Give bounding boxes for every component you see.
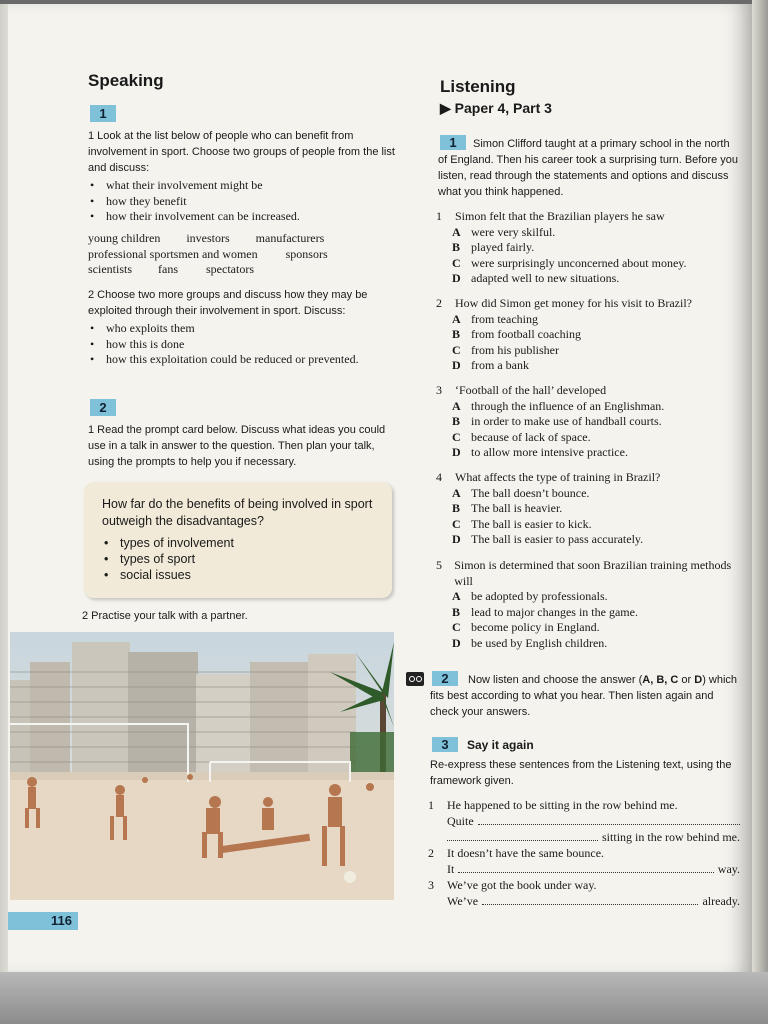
option-letter: D	[452, 635, 461, 650]
bullet-item: • social issues	[102, 567, 372, 583]
card-question: How far do the benefits of being involved in sport outweigh the disadvantages?	[102, 497, 373, 528]
bullet-item: • how they benefit	[88, 194, 398, 210]
answer-option[interactable]	[436, 343, 740, 359]
option-text: from his publisher	[471, 342, 559, 357]
listening-task-number-1: 1	[440, 135, 466, 150]
page-number: 116	[8, 912, 78, 930]
answer-blank[interactable]	[482, 893, 698, 905]
option-letter: B	[452, 327, 461, 341]
rephrase-number: 1	[428, 798, 434, 812]
rephrase-number: 2	[428, 846, 434, 860]
word: young children	[88, 231, 161, 245]
speaking-task1-part2: 2 Choose two more groups and discuss how they may be exploited through their involvement in sport. Discuss:	[88, 289, 368, 317]
bullet-item: • who exploits them	[88, 321, 388, 337]
answer-option[interactable]	[436, 501, 740, 517]
answer-option[interactable]	[436, 240, 740, 256]
option-letter: C	[452, 429, 461, 444]
answer-option[interactable]	[436, 636, 740, 652]
speaking-task1-intro: 1 Look at the list below of people who can benefit from involvement in sport. Choose two groups of people from the list and discuss:	[88, 130, 395, 174]
listening-task-number-2: 2	[432, 671, 458, 686]
option-letter: D	[452, 445, 461, 459]
question-number: 1	[436, 209, 442, 223]
option-letter: C	[452, 516, 461, 531]
prompt-card	[84, 482, 392, 598]
next-page-edge	[752, 0, 768, 980]
answer-option[interactable]	[436, 271, 740, 287]
option-text: because of lack of space.	[471, 429, 591, 444]
rephrase-item	[428, 877, 740, 909]
answer-option[interactable]	[436, 445, 740, 461]
option-text: The ball is easier to kick.	[471, 516, 592, 531]
option-text: through the influence of an Englishman.	[471, 398, 665, 413]
rephrase-sentence: He happened to be sitting in the row behind me.	[447, 798, 678, 812]
question-item	[436, 209, 740, 287]
answer-option[interactable]	[436, 532, 740, 548]
question-number: 5	[436, 558, 442, 572]
answer-option[interactable]	[436, 358, 740, 374]
card-bullets	[102, 535, 372, 583]
people-word-list	[88, 231, 398, 278]
option-text: to allow more intensive practice.	[471, 445, 628, 459]
listening-task2-text	[430, 672, 740, 720]
speaking-task2-part2: 2 Practise your talk with a partner.	[82, 610, 248, 622]
rephrase-end: sitting in the row behind me.	[602, 830, 740, 844]
option-letter: C	[452, 620, 461, 634]
speaking-task2-intro: 1 Read the prompt card below. Discuss what ideas you could use in a talk in answer to the question. Then plan your talk, using the prompts to help you if necessary.	[88, 424, 386, 468]
rephrase-end: way.	[717, 862, 740, 876]
word-row	[88, 231, 398, 247]
bullet-item: • how this exploitation could be reduced or prevented.	[88, 352, 388, 368]
rephrase-list	[428, 797, 740, 909]
rephrase-sentence: It doesn’t have the same bounce.	[447, 846, 605, 860]
option-text: adapted well to new situations.	[471, 271, 620, 285]
option-letter: D	[452, 532, 461, 546]
rephrase-end: already.	[702, 894, 740, 908]
question-number: 4	[436, 470, 442, 484]
speaking-task1-bullets2	[88, 321, 388, 368]
option-text: from a bank	[471, 358, 529, 372]
option-letter: C	[452, 255, 461, 270]
rephrase-start: It	[447, 862, 455, 876]
task-number-2: 2	[90, 399, 116, 416]
option-letter: D	[452, 358, 461, 372]
rephrase-number: 3	[428, 878, 434, 892]
option-text: be adopted by professionals.	[471, 589, 608, 603]
rephrase-item	[428, 845, 740, 877]
rephrase-start: We’ve	[447, 894, 479, 908]
answer-option[interactable]	[436, 620, 740, 636]
option-text: in order to make use of handball courts.	[471, 414, 662, 428]
bullet-item: • how this is done	[88, 337, 388, 353]
question-item	[436, 296, 740, 374]
option-letter: D	[452, 271, 461, 285]
task-number-1: 1	[90, 105, 116, 122]
option-text: The ball doesn’t bounce.	[471, 485, 590, 500]
answer-option[interactable]	[436, 256, 740, 272]
question-item	[436, 558, 740, 651]
bullet-item: • how their involvement can be increased.	[88, 209, 398, 225]
word: fans	[158, 262, 178, 276]
question-stem: What affects the type of training in Brazil?	[455, 470, 661, 484]
listening-task1-intro: Simon Clifford taught at a primary school in the north of England. Then his career took a surprising turn. Before you listen, read through the statements and options and discuss what you think happened.	[438, 138, 739, 198]
option-letter: B	[452, 604, 461, 619]
word: manufacturers	[255, 231, 325, 245]
bullet-item: • types of involvement	[102, 535, 372, 551]
answer-blank[interactable]	[478, 813, 740, 825]
answer-option[interactable]	[436, 589, 740, 605]
speaking-task1-bullets	[88, 178, 398, 225]
option-letter: A	[452, 398, 461, 413]
cassette-icon	[406, 672, 424, 686]
bullet-item: • what their involvement might be	[88, 178, 398, 194]
answer-option[interactable]	[436, 399, 740, 415]
rephrase-start: Quite	[447, 814, 474, 828]
say-it-again-title: Say it again	[467, 738, 534, 752]
option-text: lead to major changes in the game.	[471, 604, 638, 619]
answer-option[interactable]	[436, 517, 740, 533]
word: scientists	[88, 262, 132, 276]
task2-text-a: Now listen and choose the answer (	[468, 674, 643, 686]
option-letter: A	[452, 589, 461, 603]
option-letter: B	[452, 414, 461, 428]
question-stem: Simon felt that the Brazilian players he saw	[455, 209, 665, 223]
answer-option[interactable]	[436, 312, 740, 328]
rephrase-item	[428, 797, 740, 845]
option-letter: A	[452, 224, 461, 239]
option-text: be used by English children.	[471, 635, 608, 650]
answer-option[interactable]	[436, 414, 740, 430]
option-text: played fairly.	[471, 240, 535, 254]
task2-text-b: ) which fits best according to what you hear. Then listen again and check your answers.	[430, 674, 738, 718]
listening-task3-intro: Re-express these sentences from the Listening text, using the framework given.	[430, 759, 732, 787]
option-letter: B	[452, 240, 461, 254]
question-stem: ‘Football of the hall’ developed	[455, 383, 607, 397]
rephrase-sentence: We’ve got the book under way.	[447, 878, 597, 892]
task2-bold-options: A, B, C	[642, 674, 679, 686]
answer-option[interactable]	[436, 327, 740, 343]
question-number: 2	[436, 296, 442, 310]
speaking-title: Speaking	[88, 71, 164, 90]
option-text: from football coaching	[471, 327, 581, 341]
answer-blank[interactable]	[447, 829, 598, 841]
option-text: become policy in England.	[471, 620, 600, 634]
answer-option[interactable]	[436, 486, 740, 502]
question-item	[436, 470, 740, 548]
question-stem: How did Simon get money for his visit to Brazil?	[455, 296, 692, 310]
listening-title: Listening	[440, 77, 516, 96]
task2-or: or	[678, 674, 695, 686]
option-letter: B	[452, 501, 461, 515]
word: sponsors	[285, 246, 328, 261]
listening-task-number-3: 3	[432, 737, 458, 752]
word-row	[88, 262, 398, 278]
word: investors	[186, 231, 230, 245]
option-text: were surprisingly unconcerned about money.	[471, 255, 687, 270]
scanner-background	[0, 972, 768, 1024]
option-letter: A	[452, 485, 461, 500]
word: professional sportsmen and women	[88, 246, 258, 261]
option-text: The ball is heavier.	[471, 501, 563, 515]
question-number: 3	[436, 383, 442, 397]
task2-bold-option-d: D	[694, 674, 703, 686]
answer-option[interactable]	[436, 225, 740, 241]
answer-option[interactable]	[436, 605, 740, 621]
listening-subtitle	[440, 100, 552, 117]
word: spectators	[206, 262, 254, 276]
play-arrow-icon: ▶	[440, 100, 451, 116]
question-stem: Simon is determined that soon Brazilian training methods will	[454, 558, 732, 588]
beach-football-photo	[10, 632, 394, 900]
paper-part-label: Paper 4, Part 3	[454, 100, 552, 116]
option-letter: A	[452, 311, 461, 326]
answer-blank[interactable]	[458, 861, 713, 873]
answer-option[interactable]	[436, 430, 740, 446]
question-item	[436, 383, 740, 461]
option-text: from teaching	[471, 311, 538, 326]
option-text: The ball is easier to pass accurately.	[471, 532, 644, 546]
bullet-item: • types of sport	[102, 551, 372, 567]
option-letter: C	[452, 342, 461, 357]
word-row	[88, 247, 398, 263]
option-text: were very skilful.	[471, 224, 556, 239]
